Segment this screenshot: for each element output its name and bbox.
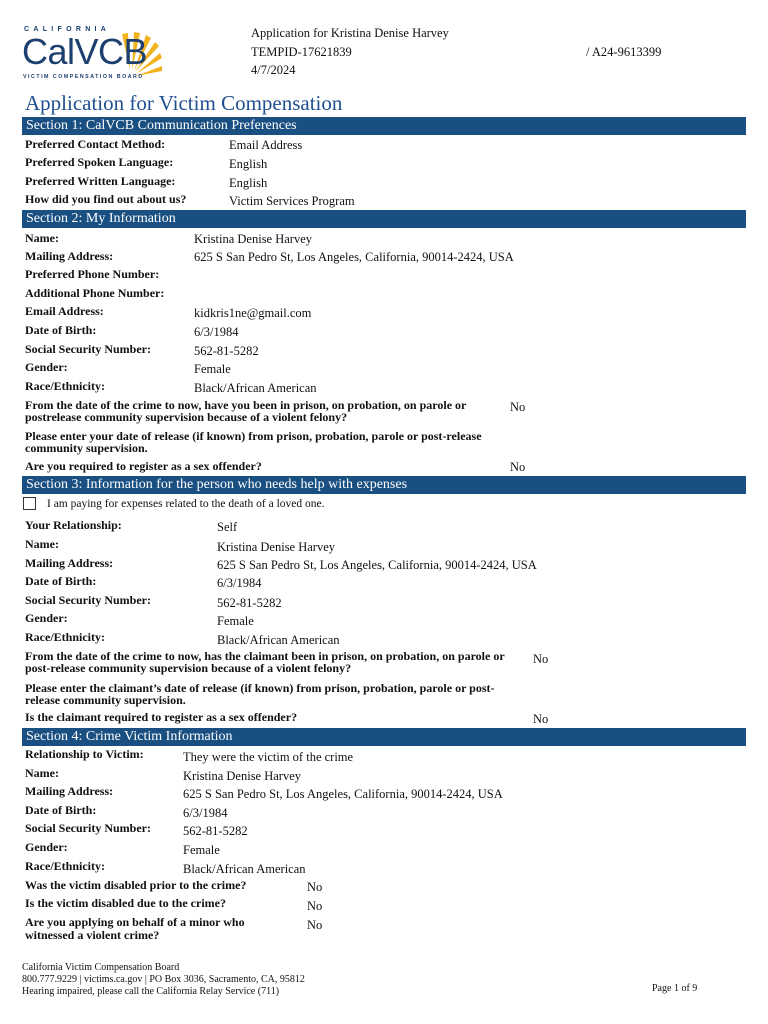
s3-question-sex-offender: Is the claimant required to register as a sex offender? — [25, 710, 298, 724]
s2-value-name: Kristina Denise Harvey — [194, 232, 313, 246]
s3-answer-sex-offender: No — [533, 712, 549, 726]
calvcb-logo — [22, 26, 162, 86]
section4-header: Section 4: Crime Victim Information — [22, 728, 746, 746]
section1-header: Section 1: CalVCB Communication Preferences — [22, 117, 746, 135]
s4-question-disabled-prior: Was the victim disabled prior to the crime? — [25, 878, 247, 892]
section3-header: Section 3: Information for the person who needs help with expenses — [22, 476, 746, 494]
s1-label-written: Preferred Written Language: — [25, 174, 176, 188]
s1-value-found: Victim Services Program — [229, 194, 355, 208]
s2-label-gender: Gender: — [25, 360, 68, 374]
s1-value-contact: Email Address — [229, 138, 303, 152]
s2-label-name: Name: — [25, 231, 59, 245]
s4-label-dob: Date of Birth: — [25, 803, 97, 817]
s1-label-contact: Preferred Contact Method: — [25, 137, 166, 151]
header-ref: / A24-9613399 — [586, 45, 662, 59]
s1-value-written: English — [229, 176, 268, 190]
header-date: 4/7/2024 — [251, 63, 296, 77]
s3-value-ssn: 562-81-5282 — [217, 596, 282, 610]
s2-value-address: 625 S San Pedro St, Los Angeles, California, 90014-2424, USA — [194, 250, 514, 264]
s4-question-disabled-due: Is the victim disabled due to the crime? — [25, 896, 226, 910]
s2-question-sex-offender: Are you required to register as a sex offender? — [25, 459, 262, 473]
s2-answer-prison: No — [510, 400, 526, 414]
s3-label-race: Race/Ethnicity: — [25, 630, 105, 644]
header-temp-id: TEMPID-17621839 — [251, 45, 352, 59]
s2-question-release-line2: community supervision. — [25, 441, 148, 455]
s2-value-dob: 6/3/1984 — [194, 325, 239, 339]
s1-value-spoken: English — [229, 157, 268, 171]
s4-label-race: Race/Ethnicity: — [25, 859, 105, 873]
s3-value-race: Black/African American — [217, 633, 340, 647]
s3-value-relationship: Self — [217, 520, 238, 534]
s4-label-ssn: Social Security Number: — [25, 821, 151, 835]
s2-answer-sex-offender: No — [510, 460, 526, 474]
s3-label-gender: Gender: — [25, 611, 68, 625]
s3-label-address: Mailing Address: — [25, 556, 114, 570]
s4-value-race: Black/African American — [183, 862, 306, 876]
s4-answer-disabled-due: No — [307, 899, 323, 913]
loved-one-expenses-label: I am paying for expenses related to the death of a loved one. — [47, 498, 325, 510]
s3-label-relationship: Your Relationship: — [25, 518, 122, 532]
s4-value-dob: 6/3/1984 — [183, 806, 228, 820]
s4-answer-disabled-prior: No — [307, 880, 323, 894]
s3-question-release-line2: release community supervision. — [25, 693, 186, 707]
s2-label-address: Mailing Address: — [25, 249, 114, 263]
footer-org: California Victim Compensation Board — [22, 962, 180, 973]
s2-value-gender: Female — [194, 362, 231, 376]
s2-label-race: Race/Ethnicity: — [25, 379, 105, 393]
loved-one-expenses-checkbox[interactable] — [23, 497, 36, 510]
s4-question-minor-line1: Are you applying on behalf of a minor who — [25, 915, 245, 929]
s2-question-prison-line1: From the date of the crime to now, have you been in prison, on probation, on parole or — [25, 398, 467, 412]
header-applicant: Application for Kristina Denise Harvey — [251, 26, 449, 40]
s4-label-address: Mailing Address: — [25, 784, 114, 798]
s3-value-gender: Female — [217, 614, 254, 628]
s3-question-prison-line2: post-release community supervision because of a violent felony? — [25, 661, 352, 675]
s2-label-dob: Date of Birth: — [25, 323, 97, 337]
s1-label-found: How did you find out about us? — [25, 192, 187, 206]
page-number: Page 1 of 9 — [652, 983, 698, 994]
s2-label-phone: Preferred Phone Number: — [25, 267, 160, 281]
s4-value-relationship: They were the victim of the crime — [183, 750, 354, 764]
s2-value-email: kidkris1ne@gmail.com — [194, 306, 312, 320]
s3-question-release-line1: Please enter the claimant’s date of release (if known) from prison, probation, parole or post- — [25, 681, 495, 695]
s4-answer-minor: No — [307, 918, 323, 932]
s4-value-address: 625 S San Pedro St, Los Angeles, California, 90014-2424, USA — [183, 787, 503, 801]
s4-label-name: Name: — [25, 766, 59, 780]
s3-value-dob: 6/3/1984 — [217, 576, 262, 590]
s2-value-race: Black/African American — [194, 381, 317, 395]
page-title: Application for Victim Compensation — [25, 91, 343, 115]
s2-question-prison-line2: postrelease community supervision because of a violent felony? — [25, 410, 348, 424]
s3-label-name: Name: — [25, 537, 59, 551]
logo-sub-text: VICTIM COMPENSATION BOARD — [23, 74, 144, 80]
s4-value-gender: Female — [183, 843, 220, 857]
s2-label-email: Email Address: — [25, 304, 104, 318]
logo-top-text: CALIFORNIA — [24, 26, 111, 33]
s2-value-ssn: 562-81-5282 — [194, 344, 259, 358]
logo-main-text: CalVCB — [22, 31, 148, 72]
footer-contact: 800.777.9229 | victims.ca.gov | PO Box 3036, Sacramento, CA, 95812 — [22, 974, 305, 985]
s3-label-dob: Date of Birth: — [25, 574, 97, 588]
s3-value-name: Kristina Denise Harvey — [217, 540, 336, 554]
s1-label-spoken: Preferred Spoken Language: — [25, 155, 174, 169]
footer-relay: Hearing impaired, please call the California Relay Service (711) — [22, 986, 280, 997]
s3-label-ssn: Social Security Number: — [25, 593, 151, 607]
s4-label-relationship: Relationship to Victim: — [25, 747, 144, 761]
s2-question-release-line1: Please enter your date of release (if known) from prison, probation, parole or post-release — [25, 429, 482, 443]
s4-label-gender: Gender: — [25, 840, 68, 854]
section2-header: Section 2: My Information — [22, 210, 746, 228]
s4-value-name: Kristina Denise Harvey — [183, 769, 302, 783]
s4-value-ssn: 562-81-5282 — [183, 824, 248, 838]
s3-value-address: 625 S San Pedro St, Los Angeles, California, 90014-2424, USA — [217, 558, 537, 572]
s2-label-ssn: Social Security Number: — [25, 342, 151, 356]
s3-answer-prison: No — [533, 652, 549, 666]
s2-label-additional-phone: Additional Phone Number: — [25, 286, 165, 300]
s3-question-prison-line1: From the date of the crime to now, has the claimant been in prison, on probation, on parole or — [25, 649, 505, 663]
s4-question-minor-line2: witnessed a violent crime? — [25, 928, 160, 942]
